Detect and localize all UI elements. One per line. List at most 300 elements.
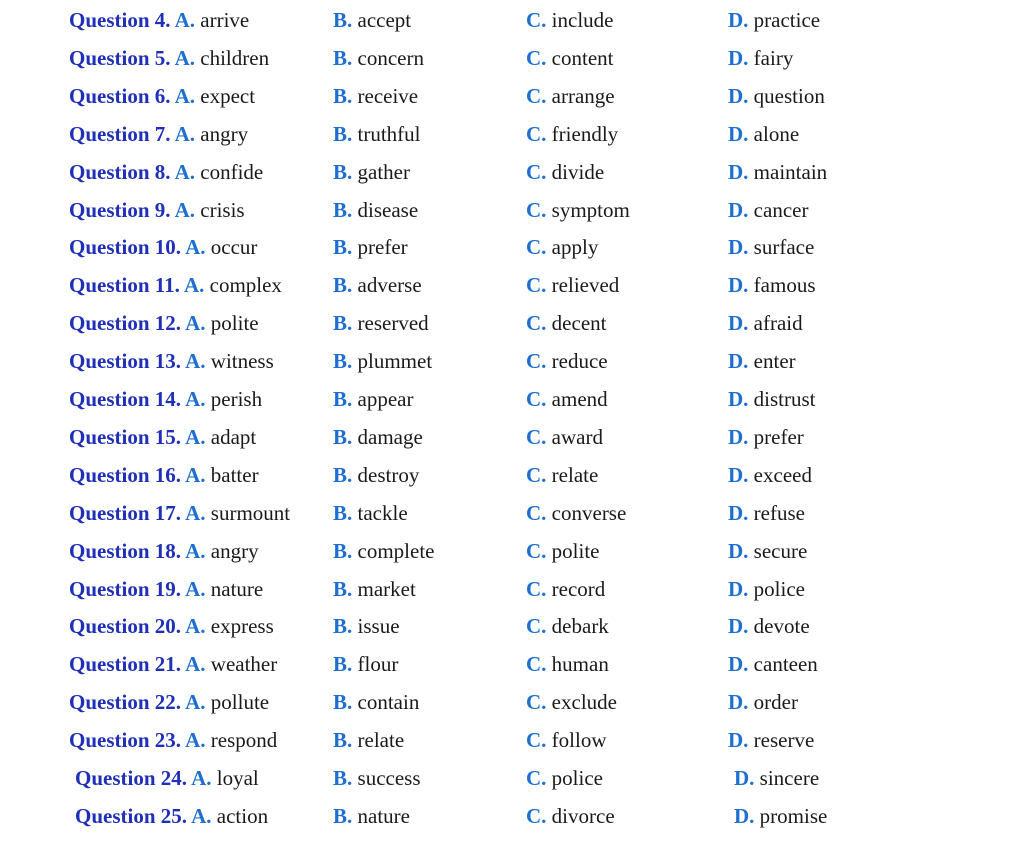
question-label-group	[69, 425, 256, 449]
option-b-letter: B.	[333, 652, 353, 676]
option-c-letter: C.	[526, 539, 547, 563]
option-b-word: truthful	[357, 122, 421, 146]
option-c-letter: C.	[526, 614, 547, 638]
option-b-word: damage	[357, 425, 423, 449]
option-b-letter: B.	[333, 198, 353, 222]
question-row	[0, 425, 1024, 463]
option-b	[333, 539, 434, 563]
option-c	[526, 160, 604, 184]
question-label: Question 17.	[69, 501, 182, 525]
option-c	[526, 501, 626, 525]
option-d-letter: D.	[728, 614, 749, 638]
option-c-letter: C.	[526, 273, 547, 297]
question-label: Question 4.	[69, 8, 171, 32]
option-c	[526, 804, 615, 828]
option-b	[333, 122, 421, 146]
option-d-word: famous	[753, 273, 816, 297]
option-c-letter: C.	[526, 690, 547, 714]
option-d-letter: D.	[728, 311, 749, 335]
option-b	[333, 311, 429, 335]
option-c-letter: C.	[526, 766, 547, 790]
option-d	[728, 577, 805, 601]
option-b-letter: B.	[333, 501, 353, 525]
option-d-letter: D.	[728, 160, 749, 184]
question-label-group	[69, 463, 259, 487]
question-label: Question 11.	[69, 273, 180, 297]
option-b-letter: B.	[333, 122, 353, 146]
option-d	[728, 198, 808, 222]
option-b-word: adverse	[357, 273, 422, 297]
option-d-word: practice	[753, 8, 821, 32]
option-c-letter: C.	[526, 349, 547, 373]
option-c-word: amend	[551, 387, 608, 411]
option-b	[333, 160, 410, 184]
option-c	[526, 273, 619, 297]
option-d	[734, 766, 819, 790]
option-b-letter: B.	[333, 160, 353, 184]
question-row	[0, 652, 1024, 690]
option-a-word: arrive	[200, 8, 250, 32]
option-b-word: destroy	[357, 463, 420, 487]
option-d-letter: D.	[728, 8, 749, 32]
option-d	[728, 311, 803, 335]
option-b-letter: B.	[333, 804, 353, 828]
option-b-letter: B.	[333, 539, 353, 563]
option-c	[526, 8, 613, 32]
option-d	[728, 160, 827, 184]
option-b-letter: B.	[333, 728, 353, 752]
question-label-group	[69, 387, 262, 411]
option-c-letter: C.	[526, 160, 547, 184]
question-row	[0, 463, 1024, 501]
question-row	[0, 8, 1024, 46]
option-b	[333, 273, 422, 297]
option-b-letter: B.	[333, 46, 353, 70]
option-d-word: order	[753, 690, 798, 714]
option-b	[333, 387, 413, 411]
option-a-word: children	[200, 46, 270, 70]
question-label-group	[69, 501, 290, 525]
question-label: Question 10.	[69, 235, 182, 259]
option-c-word: relieved	[551, 273, 620, 297]
option-c-letter: C.	[526, 804, 547, 828]
option-c-word: symptom	[551, 198, 630, 222]
option-b-letter: B.	[333, 84, 353, 108]
option-b-letter: B.	[333, 463, 353, 487]
option-b	[333, 8, 411, 32]
option-c-word: debark	[551, 614, 609, 638]
question-row	[0, 577, 1024, 615]
option-a-letter: A.	[174, 46, 196, 70]
option-c	[526, 539, 600, 563]
option-b	[333, 463, 419, 487]
question-label: Question 22.	[69, 690, 182, 714]
option-c-word: divorce	[551, 804, 615, 828]
option-c	[526, 652, 609, 676]
option-d-letter: D.	[728, 501, 749, 525]
option-b-letter: B.	[333, 614, 353, 638]
option-a-word: witness	[210, 349, 274, 373]
option-c	[526, 84, 615, 108]
option-c	[526, 614, 609, 638]
option-d-word: enter	[753, 349, 796, 373]
option-d-word: devote	[753, 614, 810, 638]
option-a-letter: A.	[185, 235, 206, 259]
option-a-word: nature	[210, 577, 264, 601]
option-b-word: accept	[357, 8, 412, 32]
option-a-letter: A.	[185, 501, 206, 525]
option-d-letter: D.	[728, 539, 749, 563]
option-d-word: secure	[753, 539, 808, 563]
question-label-group	[69, 122, 248, 146]
question-row	[0, 349, 1024, 387]
question-label: Question 23.	[69, 728, 182, 752]
question-row	[0, 198, 1024, 236]
option-a-word: batter	[210, 463, 259, 487]
question-label: Question 19.	[69, 577, 182, 601]
option-d-word: reserve	[753, 728, 815, 752]
question-label-group	[69, 728, 277, 752]
option-a-word: angry	[210, 539, 259, 563]
option-d	[734, 804, 827, 828]
option-d-letter: D.	[728, 577, 749, 601]
option-d	[728, 349, 796, 373]
option-c-letter: C.	[526, 198, 547, 222]
option-d	[728, 652, 818, 676]
question-label-group	[69, 8, 249, 32]
option-c	[526, 122, 618, 146]
option-c-letter: C.	[526, 425, 547, 449]
option-d-word: refuse	[753, 501, 805, 525]
question-row	[0, 122, 1024, 160]
question-label-group	[69, 84, 255, 108]
option-c	[526, 577, 605, 601]
question-label-group	[69, 577, 263, 601]
option-d-letter: D.	[728, 84, 749, 108]
option-d-letter: D.	[728, 652, 749, 676]
option-c-letter: C.	[526, 235, 547, 259]
option-c-word: award	[551, 425, 603, 449]
option-d-word: sincere	[759, 766, 820, 790]
option-d	[728, 122, 799, 146]
option-d	[728, 463, 812, 487]
option-d-word: cancer	[753, 198, 809, 222]
option-c-word: human	[551, 652, 609, 676]
question-label-group	[75, 804, 268, 828]
option-b-word: tackle	[357, 501, 408, 525]
option-b-word: appear	[357, 387, 414, 411]
option-c	[526, 425, 603, 449]
option-a-letter: A.	[174, 8, 196, 32]
option-d	[728, 728, 814, 752]
option-c	[526, 349, 608, 373]
question-label-group	[69, 235, 257, 259]
option-d-letter: D.	[728, 349, 749, 373]
option-d-letter: D.	[728, 122, 749, 146]
option-a-word: express	[210, 614, 274, 638]
option-d-word: promise	[759, 804, 828, 828]
question-label-group	[69, 614, 274, 638]
option-a-word: crisis	[200, 198, 245, 222]
option-a-letter: A.	[174, 160, 196, 184]
option-c-word: include	[551, 8, 614, 32]
question-row	[0, 46, 1024, 84]
option-a-letter: A.	[185, 577, 206, 601]
question-label: Question 20.	[69, 614, 182, 638]
option-a-word: perish	[210, 387, 263, 411]
option-a-letter: A.	[185, 614, 206, 638]
option-a-word: confide	[200, 160, 264, 184]
option-b-letter: B.	[333, 349, 353, 373]
option-d-word: maintain	[753, 160, 828, 184]
option-a-letter: A.	[174, 198, 196, 222]
option-b	[333, 690, 419, 714]
option-a-letter: A.	[185, 690, 206, 714]
option-d-letter: D.	[728, 198, 749, 222]
option-b	[333, 425, 423, 449]
option-c-letter: C.	[526, 311, 547, 335]
option-b-word: contain	[357, 690, 420, 714]
option-b	[333, 577, 416, 601]
question-label-group	[69, 160, 263, 184]
option-a-letter: A.	[174, 122, 196, 146]
option-d-word: alone	[753, 122, 800, 146]
question-label-group	[69, 652, 277, 676]
option-c	[526, 463, 598, 487]
option-b-word: market	[357, 577, 416, 601]
option-a-letter: A.	[185, 387, 206, 411]
question-row	[0, 160, 1024, 198]
option-c-letter: C.	[526, 577, 547, 601]
question-label: Question 15.	[69, 425, 182, 449]
option-a-word: expect	[200, 84, 256, 108]
option-c-letter: C.	[526, 501, 547, 525]
option-c-letter: C.	[526, 463, 547, 487]
question-label: Question 5.	[69, 46, 171, 70]
option-c-word: friendly	[551, 122, 619, 146]
question-label-group	[69, 349, 274, 373]
option-c-letter: C.	[526, 652, 547, 676]
option-a-word: adapt	[210, 425, 257, 449]
option-c-word: polite	[551, 539, 600, 563]
option-b-letter: B.	[333, 690, 353, 714]
option-a-letter: A.	[191, 804, 212, 828]
option-b-word: nature	[357, 804, 410, 828]
option-b-letter: B.	[333, 387, 353, 411]
option-d-letter: D.	[728, 235, 749, 259]
option-a-letter: A.	[185, 463, 206, 487]
option-b	[333, 235, 408, 259]
option-c	[526, 728, 607, 752]
option-b	[333, 804, 410, 828]
question-row	[0, 273, 1024, 311]
option-a-word: occur	[210, 235, 258, 259]
option-b-word: disease	[357, 198, 419, 222]
option-c-word: apply	[551, 235, 599, 259]
option-b-letter: B.	[333, 425, 353, 449]
option-a-letter: A.	[185, 425, 206, 449]
question-label: Question 7.	[69, 122, 171, 146]
option-d	[728, 614, 810, 638]
option-b	[333, 614, 400, 638]
option-b-letter: B.	[333, 577, 353, 601]
question-label-group	[69, 198, 245, 222]
option-b-letter: B.	[333, 235, 353, 259]
question-label: Question 13.	[69, 349, 182, 373]
option-b	[333, 652, 398, 676]
question-label-group	[69, 46, 269, 70]
question-label: Question 21.	[69, 652, 182, 676]
option-d	[728, 501, 805, 525]
option-d-letter: D.	[734, 804, 755, 828]
question-label: Question 25.	[75, 804, 188, 828]
question-row	[0, 311, 1024, 349]
option-d	[728, 387, 816, 411]
option-b	[333, 349, 432, 373]
option-c	[526, 46, 613, 70]
option-d	[728, 425, 804, 449]
option-c	[526, 198, 630, 222]
option-d-letter: D.	[728, 728, 749, 752]
option-b-word: plummet	[357, 349, 433, 373]
question-row	[0, 235, 1024, 273]
option-c-letter: C.	[526, 122, 547, 146]
option-d-letter: D.	[728, 425, 749, 449]
option-c-word: follow	[551, 728, 607, 752]
option-d-letter: D.	[728, 387, 749, 411]
option-c-word: relate	[551, 463, 599, 487]
option-c	[526, 311, 606, 335]
question-row	[0, 387, 1024, 425]
option-d-letter: D.	[728, 690, 749, 714]
option-c-word: converse	[551, 501, 627, 525]
question-label: Question 16.	[69, 463, 182, 487]
question-label: Question 6.	[69, 84, 171, 108]
option-b-word: receive	[357, 84, 419, 108]
option-d	[728, 690, 798, 714]
question-label-group	[75, 766, 259, 790]
option-a-word: weather	[210, 652, 278, 676]
option-a-word: polite	[210, 311, 259, 335]
option-d-word: exceed	[753, 463, 812, 487]
option-c	[526, 235, 598, 259]
option-a-word: pollute	[210, 690, 270, 714]
option-a-letter: A.	[185, 349, 206, 373]
option-c-word: reduce	[551, 349, 608, 373]
option-a-word: action	[216, 804, 269, 828]
option-a-letter: A.	[185, 539, 206, 563]
option-c-letter: C.	[526, 728, 547, 752]
question-label: Question 9.	[69, 198, 171, 222]
option-c	[526, 690, 617, 714]
option-b-word: relate	[357, 728, 405, 752]
option-d-word: police	[753, 577, 805, 601]
option-c-word: decent	[551, 311, 607, 335]
question-row	[0, 501, 1024, 539]
option-d-word: prefer	[753, 425, 804, 449]
option-c-letter: C.	[526, 46, 547, 70]
option-a-letter: A.	[185, 652, 206, 676]
question-row	[0, 539, 1024, 577]
option-a-letter: A.	[174, 84, 196, 108]
option-d	[728, 235, 814, 259]
question-row	[0, 728, 1024, 766]
question-row	[0, 614, 1024, 652]
option-c-letter: C.	[526, 8, 547, 32]
option-d	[728, 46, 793, 70]
question-label: Question 24.	[75, 766, 188, 790]
option-b-word: issue	[357, 614, 400, 638]
option-b-letter: B.	[333, 273, 353, 297]
option-b	[333, 728, 404, 752]
option-d-letter: D.	[728, 46, 749, 70]
question-label-group	[69, 690, 269, 714]
question-row	[0, 690, 1024, 728]
option-c-letter: C.	[526, 84, 547, 108]
option-b-word: success	[357, 766, 421, 790]
question-label-group	[69, 273, 282, 297]
option-a-word: respond	[210, 728, 278, 752]
question-label: Question 12.	[69, 311, 182, 335]
option-d-word: surface	[753, 235, 815, 259]
option-a-word: loyal	[216, 766, 259, 790]
option-b	[333, 198, 418, 222]
question-row	[0, 84, 1024, 122]
question-label-group	[69, 311, 259, 335]
question-label: Question 18.	[69, 539, 182, 563]
option-b-word: complete	[357, 539, 435, 563]
question-label: Question 14.	[69, 387, 182, 411]
option-b	[333, 46, 424, 70]
option-b	[333, 766, 421, 790]
question-row	[0, 766, 1024, 804]
option-c-word: content	[551, 46, 614, 70]
option-b-word: concern	[357, 46, 424, 70]
option-d	[728, 8, 820, 32]
option-c-word: record	[551, 577, 606, 601]
option-d	[728, 84, 825, 108]
option-c-word: arrange	[551, 84, 615, 108]
option-a-letter: A.	[183, 273, 205, 297]
option-d-word: canteen	[753, 652, 818, 676]
option-a-word: complex	[209, 273, 282, 297]
option-b	[333, 501, 408, 525]
option-b-word: prefer	[357, 235, 408, 259]
option-d-letter: D.	[728, 273, 749, 297]
option-d-letter: D.	[734, 766, 755, 790]
option-b-word: gather	[357, 160, 410, 184]
question-label: Question 8.	[69, 160, 171, 184]
option-c-letter: C.	[526, 387, 547, 411]
option-c-word: exclude	[551, 690, 617, 714]
option-a-word: angry	[200, 122, 249, 146]
option-b-word: flour	[357, 652, 399, 676]
option-c-word: divide	[551, 160, 605, 184]
option-d-word: afraid	[753, 311, 803, 335]
option-a-word: surmount	[210, 501, 291, 525]
question-label-group	[69, 539, 259, 563]
option-c	[526, 766, 603, 790]
option-d-letter: D.	[728, 463, 749, 487]
option-a-letter: A.	[191, 766, 212, 790]
option-b-letter: B.	[333, 311, 353, 335]
option-d	[728, 539, 807, 563]
option-c	[526, 387, 608, 411]
option-b	[333, 84, 418, 108]
option-d-word: distrust	[753, 387, 816, 411]
option-a-letter: A.	[185, 311, 206, 335]
question-row	[0, 804, 1024, 842]
